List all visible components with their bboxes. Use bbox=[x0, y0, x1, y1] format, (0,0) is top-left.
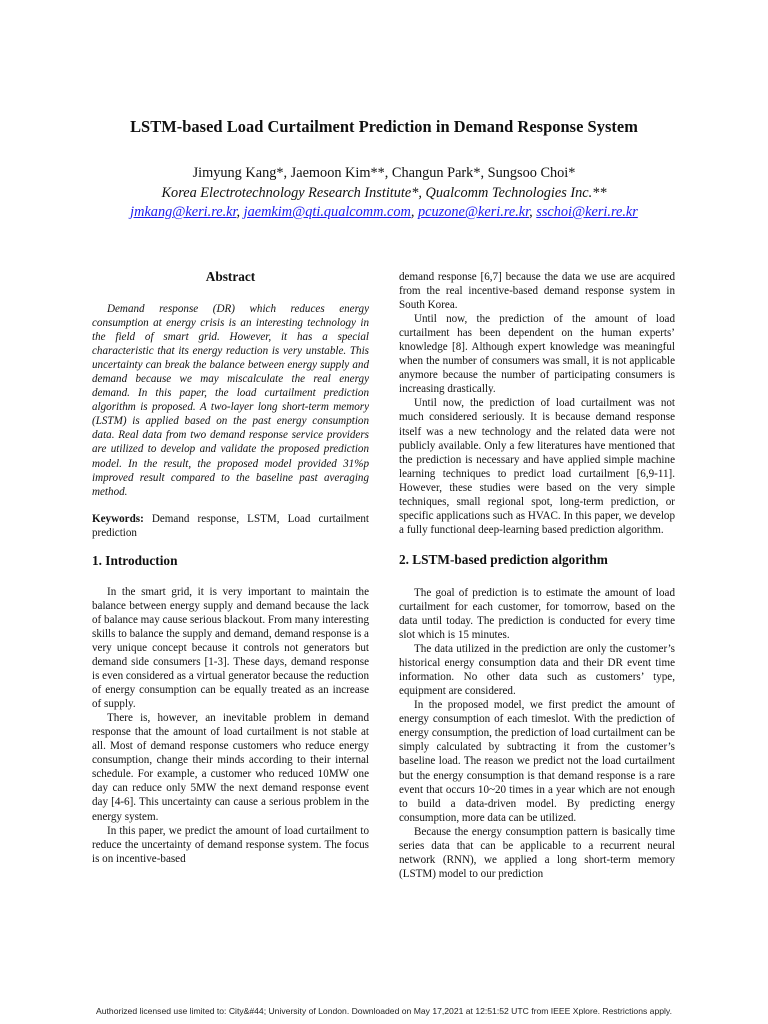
intro-paragraph: There is, however, an inevitable problem in demand response that the amount of load curtailment is not stable at all. Most of demand response customers who reduce energy consumption, change their minds according to their internal schedule. For example, a customer who reduced 10MW one day can reduce only 5MW the next demand response event day [4-6]. This uncertainty can cause a serious problem in the energy system. bbox=[92, 712, 369, 823]
license-footer: Authorized licensed use limited to: City&#44; University of London. Downloaded on May 17,2021 at 12:51:52 UTC from IEEE Xplore. Restrictions apply. bbox=[96, 1006, 672, 1016]
email-separator: , bbox=[410, 204, 419, 220]
left-column bbox=[92, 270, 369, 866]
author-emails bbox=[0, 204, 768, 221]
method-paragraph: In the proposed model, we first predict the amount of energy consumption of each timeslot. With the prediction of energy consumption, the prediction of load curtailment can be simply calculated by subtracting it from the customer’s baseline load. The reason we predict not the load curtailment but the energy consumption is that demand response is a rare event that occurs 10~20 times in a year which are not enough to build a data-driven model. By predicting energy consumption, more data can be utilized. bbox=[399, 699, 675, 824]
body-paragraph: Until now, the prediction of the amount of load curtailment has been dependent on the human experts’ knowledge [8]. Although expert knowledge was meaningful when the number of consumers was small, it is not applicable anymore because the number of participating consumers is increasing drastically. bbox=[399, 313, 675, 396]
right-column bbox=[399, 270, 675, 881]
email-separator: , bbox=[529, 204, 537, 220]
email-link-4[interactable]: sschoi@keri.re.kr bbox=[536, 204, 638, 220]
intro-paragraph: In the smart grid, it is very important to maintain the balance between energy supply and demand because the lack of balance may cause serious blackout. From many interesting skills to balance the supply and demand, demand response is a very unique concept because it controls not generators but demand side consumers [1-3]. These days, demand response is even considered as a virtual generator because the reduction of energy consumption can be equally treated as an increase of supply. bbox=[92, 585, 369, 711]
keywords-label: Keywords: bbox=[92, 512, 144, 525]
email-link-3[interactable]: pcuzone@keri.re.kr bbox=[418, 204, 530, 220]
method-paragraph: The data utilized in the prediction are only the customer’s historical energy consumption data and their DR event time information. No other data such as customers’ type, equipment are considered. bbox=[399, 643, 675, 698]
continuation-paragraph: demand response [6,7] because the data we use are acquired from the real incentive-based demand response system in South Korea. bbox=[399, 271, 675, 312]
keywords bbox=[92, 512, 369, 540]
email-separator: , bbox=[236, 204, 244, 220]
body-paragraph: Until now, the prediction of load curtailment was not much considered seriously. It is because demand response itself was a new technology and the related data were not publicly available. Only a few literatures have mentioned that the prediction is necessary and have applied simple machine learning techniques to predict load curtailment [6,9-11]. However, these studies were based on the very simple techniques, small regional spot, long-term prediction, or specific applications such as HVAC. In this paper, we develop a fully functional deep-learning based prediction algorithm. bbox=[399, 397, 675, 536]
email-link-1[interactable]: jmkang@keri.re.kr bbox=[130, 204, 237, 220]
section-heading-introduction: 1. Introduction bbox=[92, 552, 178, 568]
method-paragraph: Because the energy consumption pattern is basically time series data that can be applicable to a recurrent neural network (RNN), we applied a long short-term memory (LSTM) model to our prediction bbox=[399, 825, 675, 880]
affiliations: Korea Electrotechnology Research Institute*, Qualcomm Technologies Inc.** bbox=[161, 185, 607, 201]
abstract-heading: Abstract bbox=[205, 269, 256, 284]
keywords-text: Demand response, LSTM, Load curtailment prediction bbox=[92, 512, 369, 539]
section-heading-lstm: 2. LSTM-based prediction algorithm bbox=[399, 551, 608, 567]
paper-title: LSTM-based Load Curtailment Prediction in Demand Response System bbox=[130, 117, 638, 136]
abstract-text: Demand response (DR) which reduces energy consumption at energy crisis is an interesting technology in the field of smart grid. However, it has a special characteristic that its energy reduction is very unstable. This uncertainty can break the balance between energy supply and demand because we may miscalculate the real energy demand. In this paper, the load curtailment prediction algorithm is proposed. A two-layer long short-term memory (LSTM) is applied based on the past energy consumption data. Real data from two demand response service providers are utilized to develop and validate the proposed prediction model. In the result, the proposed model provided 31%p improved result compared to the baseline past averaging method. bbox=[92, 303, 369, 498]
email-link-2[interactable]: jaemkim@qti.qualcomm.com bbox=[243, 204, 411, 220]
intro-paragraph: In this paper, we predict the amount of load curtailment to reduce the uncertainty of demand response system. The focus is on incentive-based bbox=[92, 824, 369, 865]
method-paragraph: The goal of prediction is to estimate the amount of load curtailment for each customer, for tomorrow, based on the data until today. The prediction is conducted for every time slot which is 15 minutes. bbox=[399, 586, 675, 642]
author-list: Jimyung Kang*, Jaemoon Kim**, Changun Park*, Sungsoo Choi* bbox=[192, 165, 576, 181]
